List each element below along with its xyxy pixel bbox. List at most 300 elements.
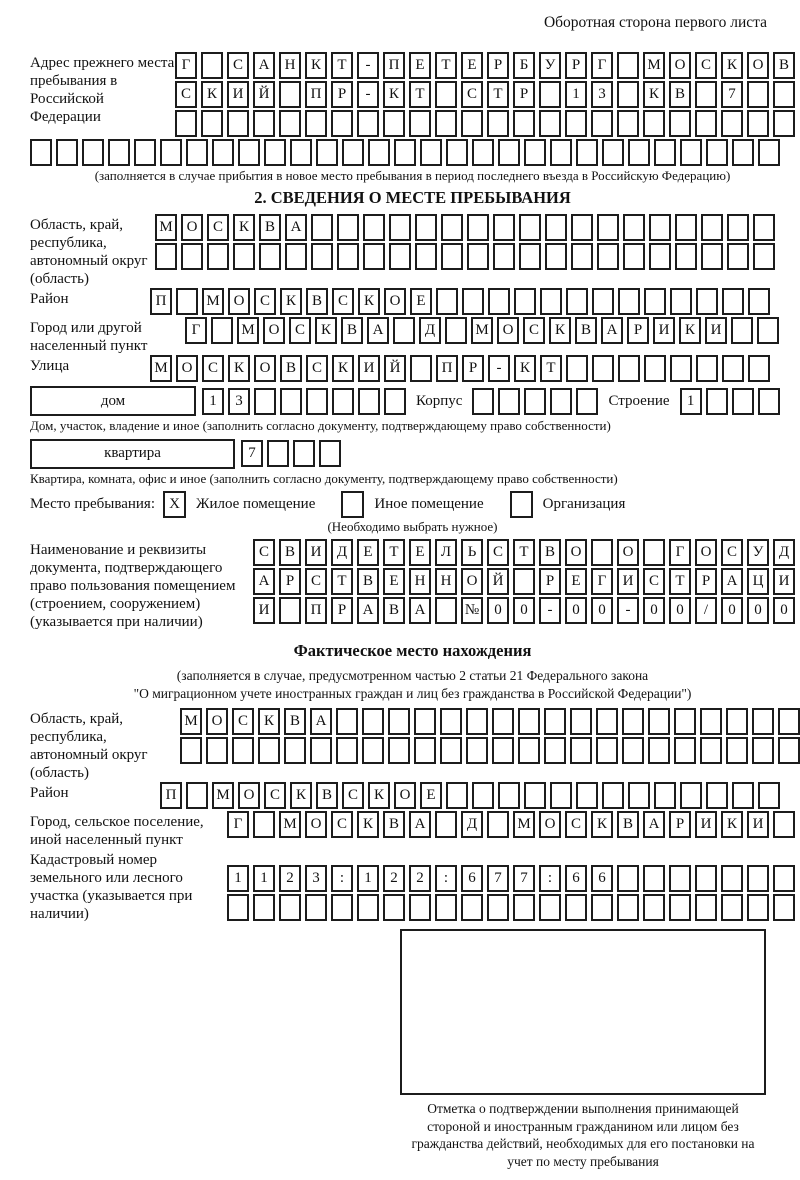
char-box[interactable] <box>617 81 639 108</box>
char-box[interactable] <box>643 894 665 921</box>
char-box[interactable]: И <box>653 317 675 344</box>
char-box[interactable] <box>670 355 692 382</box>
char-box[interactable] <box>649 214 671 241</box>
char-box[interactable] <box>753 243 775 270</box>
char-box[interactable]: О <box>617 539 639 566</box>
char-box[interactable]: В <box>279 539 301 566</box>
char-box[interactable] <box>363 243 385 270</box>
char-box[interactable]: 6 <box>565 865 587 892</box>
char-box[interactable]: А <box>721 568 743 595</box>
char-box[interactable] <box>758 139 780 166</box>
char-box[interactable] <box>670 288 692 315</box>
char-box[interactable]: И <box>253 597 275 624</box>
char-box[interactable] <box>310 737 332 764</box>
char-box[interactable]: О <box>384 288 406 315</box>
char-box[interactable]: О <box>539 811 561 838</box>
char-box[interactable] <box>591 894 613 921</box>
char-box[interactable] <box>643 110 665 137</box>
char-box[interactable] <box>747 110 769 137</box>
char-box[interactable] <box>757 317 779 344</box>
char-box[interactable] <box>695 81 717 108</box>
char-box[interactable] <box>267 440 289 467</box>
char-box[interactable]: В <box>539 539 561 566</box>
char-box[interactable] <box>550 782 572 809</box>
char-box[interactable] <box>752 708 774 735</box>
char-box[interactable]: Р <box>695 568 717 595</box>
char-box[interactable]: Т <box>331 568 353 595</box>
char-box[interactable] <box>467 243 489 270</box>
char-box[interactable] <box>259 243 281 270</box>
char-box[interactable]: С <box>721 539 743 566</box>
char-box[interactable] <box>389 214 411 241</box>
char-box[interactable] <box>571 243 593 270</box>
char-box[interactable]: 0 <box>513 597 535 624</box>
char-box[interactable] <box>415 214 437 241</box>
char-box[interactable]: 1 <box>253 865 275 892</box>
char-box[interactable] <box>773 811 795 838</box>
char-box[interactable] <box>393 317 415 344</box>
char-box[interactable] <box>706 782 728 809</box>
char-box[interactable] <box>643 865 665 892</box>
char-box[interactable] <box>389 243 411 270</box>
char-box[interactable]: С <box>643 568 665 595</box>
char-box[interactable] <box>747 894 769 921</box>
checkbox-other-premise[interactable] <box>341 491 364 518</box>
char-box[interactable] <box>696 288 718 315</box>
char-box[interactable]: О <box>497 317 519 344</box>
char-box[interactable] <box>305 894 327 921</box>
char-box[interactable]: Й <box>253 81 275 108</box>
char-box[interactable] <box>544 737 566 764</box>
char-box[interactable] <box>264 139 286 166</box>
char-box[interactable] <box>410 355 432 382</box>
char-box[interactable] <box>622 708 644 735</box>
char-box[interactable]: Д <box>331 539 353 566</box>
char-box[interactable]: 0 <box>669 597 691 624</box>
char-box[interactable]: 1 <box>680 388 702 415</box>
char-box[interactable]: 2 <box>383 865 405 892</box>
char-box[interactable] <box>617 865 639 892</box>
char-box[interactable]: А <box>253 52 275 79</box>
char-box[interactable]: Е <box>357 539 379 566</box>
char-box[interactable] <box>461 110 483 137</box>
char-box[interactable] <box>732 139 754 166</box>
char-box[interactable]: Р <box>487 52 509 79</box>
char-box[interactable] <box>519 243 541 270</box>
char-box[interactable]: В <box>383 811 405 838</box>
char-box[interactable] <box>435 894 457 921</box>
char-box[interactable] <box>388 708 410 735</box>
char-box[interactable]: М <box>202 288 224 315</box>
char-box[interactable]: А <box>285 214 307 241</box>
char-box[interactable] <box>472 139 494 166</box>
char-box[interactable] <box>336 708 358 735</box>
char-box[interactable] <box>727 243 749 270</box>
char-box[interactable] <box>461 894 483 921</box>
char-box[interactable] <box>253 811 275 838</box>
char-box[interactable] <box>539 110 561 137</box>
char-box[interactable]: Л <box>435 539 457 566</box>
char-box[interactable] <box>644 288 666 315</box>
char-box[interactable] <box>487 811 509 838</box>
char-box[interactable] <box>331 110 353 137</box>
char-box[interactable] <box>592 355 614 382</box>
char-box[interactable] <box>773 110 795 137</box>
char-box[interactable]: Т <box>409 81 431 108</box>
char-box[interactable]: К <box>201 81 223 108</box>
char-box[interactable]: О <box>181 214 203 241</box>
char-box[interactable]: Е <box>409 539 431 566</box>
char-box[interactable] <box>731 317 753 344</box>
char-box[interactable] <box>648 708 670 735</box>
char-box[interactable]: Т <box>435 52 457 79</box>
char-box[interactable]: - <box>488 355 510 382</box>
char-box[interactable] <box>233 243 255 270</box>
char-box[interactable] <box>493 214 515 241</box>
char-box[interactable]: Н <box>435 568 457 595</box>
char-box[interactable] <box>440 708 462 735</box>
char-box[interactable]: Т <box>540 355 562 382</box>
char-box[interactable]: А <box>253 568 275 595</box>
char-box[interactable]: В <box>341 317 363 344</box>
char-box[interactable] <box>721 110 743 137</box>
char-box[interactable] <box>675 214 697 241</box>
char-box[interactable] <box>721 865 743 892</box>
char-box[interactable] <box>409 894 431 921</box>
char-box[interactable]: Д <box>461 811 483 838</box>
char-box[interactable] <box>617 52 639 79</box>
char-box[interactable]: Г <box>591 52 613 79</box>
char-box[interactable] <box>155 243 177 270</box>
char-box[interactable] <box>362 737 384 764</box>
char-box[interactable]: Д <box>773 539 795 566</box>
char-box[interactable] <box>357 110 379 137</box>
char-box[interactable]: С <box>305 568 327 595</box>
char-box[interactable]: К <box>549 317 571 344</box>
char-box[interactable]: В <box>617 811 639 838</box>
char-box[interactable] <box>571 214 593 241</box>
char-box[interactable] <box>186 782 208 809</box>
char-box[interactable] <box>648 737 670 764</box>
char-box[interactable] <box>675 243 697 270</box>
char-box[interactable]: В <box>773 52 795 79</box>
char-box[interactable]: О <box>305 811 327 838</box>
char-box[interactable]: С <box>487 539 509 566</box>
char-box[interactable] <box>176 288 198 315</box>
char-box[interactable] <box>680 782 702 809</box>
char-box[interactable]: К <box>679 317 701 344</box>
char-box[interactable]: Н <box>409 568 431 595</box>
char-box[interactable]: 7 <box>487 865 509 892</box>
char-box[interactable] <box>576 388 598 415</box>
char-box[interactable]: Ц <box>747 568 769 595</box>
char-box[interactable]: В <box>284 708 306 735</box>
char-box[interactable]: К <box>258 708 280 735</box>
char-box[interactable]: : <box>435 865 457 892</box>
char-box[interactable]: К <box>368 782 390 809</box>
char-box[interactable] <box>82 139 104 166</box>
char-box[interactable] <box>700 737 722 764</box>
char-box[interactable]: Т <box>487 81 509 108</box>
char-box[interactable] <box>654 782 676 809</box>
char-box[interactable]: К <box>280 288 302 315</box>
char-box[interactable]: 1 <box>565 81 587 108</box>
char-box[interactable]: И <box>705 317 727 344</box>
char-box[interactable]: Й <box>487 568 509 595</box>
char-box[interactable] <box>279 894 301 921</box>
char-box[interactable] <box>628 139 650 166</box>
char-box[interactable]: С <box>695 52 717 79</box>
char-box[interactable] <box>669 865 691 892</box>
char-box[interactable]: С <box>232 708 254 735</box>
char-box[interactable] <box>545 214 567 241</box>
char-box[interactable] <box>227 110 249 137</box>
char-box[interactable] <box>319 440 341 467</box>
char-box[interactable]: М <box>279 811 301 838</box>
char-box[interactable]: Б <box>513 52 535 79</box>
char-box[interactable] <box>727 214 749 241</box>
char-box[interactable] <box>773 81 795 108</box>
char-box[interactable] <box>305 110 327 137</box>
char-box[interactable] <box>544 708 566 735</box>
char-box[interactable]: Р <box>513 81 535 108</box>
char-box[interactable] <box>701 243 723 270</box>
char-box[interactable] <box>181 243 203 270</box>
char-box[interactable]: У <box>539 52 561 79</box>
char-box[interactable]: И <box>227 81 249 108</box>
char-box[interactable]: О <box>669 52 691 79</box>
char-box[interactable] <box>597 214 619 241</box>
char-box[interactable]: К <box>591 811 613 838</box>
char-box[interactable]: - <box>617 597 639 624</box>
char-box[interactable] <box>445 317 467 344</box>
char-box[interactable] <box>545 243 567 270</box>
char-box[interactable] <box>284 737 306 764</box>
char-box[interactable]: - <box>357 81 379 108</box>
char-box[interactable]: С <box>289 317 311 344</box>
char-box[interactable] <box>643 539 665 566</box>
char-box[interactable]: К <box>290 782 312 809</box>
char-box[interactable] <box>628 782 650 809</box>
char-box[interactable]: И <box>305 539 327 566</box>
char-box[interactable]: Г <box>175 52 197 79</box>
char-box[interactable]: И <box>617 568 639 595</box>
char-box[interactable] <box>696 355 718 382</box>
char-box[interactable] <box>362 708 384 735</box>
char-box[interactable]: И <box>358 355 380 382</box>
char-box[interactable] <box>773 894 795 921</box>
char-box[interactable] <box>493 243 515 270</box>
char-box[interactable] <box>232 737 254 764</box>
char-box[interactable] <box>747 81 769 108</box>
char-box[interactable] <box>279 81 301 108</box>
char-box[interactable]: С <box>253 539 275 566</box>
char-box[interactable] <box>622 737 644 764</box>
char-box[interactable] <box>462 288 484 315</box>
char-box[interactable] <box>253 110 275 137</box>
char-box[interactable]: 2 <box>409 865 431 892</box>
char-box[interactable]: П <box>383 52 405 79</box>
char-box[interactable]: Г <box>185 317 207 344</box>
char-box[interactable] <box>674 708 696 735</box>
char-box[interactable] <box>700 708 722 735</box>
checkbox-residential[interactable]: X <box>163 491 186 518</box>
char-box[interactable]: О <box>228 288 250 315</box>
char-box[interactable]: П <box>436 355 458 382</box>
char-box[interactable]: В <box>280 355 302 382</box>
char-box[interactable]: 0 <box>591 597 613 624</box>
char-box[interactable] <box>211 317 233 344</box>
char-box[interactable] <box>570 737 592 764</box>
char-box[interactable] <box>654 139 676 166</box>
char-box[interactable]: Т <box>669 568 691 595</box>
char-box[interactable]: Е <box>383 568 405 595</box>
char-box[interactable]: П <box>150 288 172 315</box>
checkbox-organization[interactable] <box>510 491 533 518</box>
char-box[interactable]: 7 <box>241 440 263 467</box>
char-box[interactable]: С <box>264 782 286 809</box>
char-box[interactable] <box>446 782 468 809</box>
char-box[interactable] <box>487 110 509 137</box>
char-box[interactable]: В <box>306 288 328 315</box>
char-box[interactable] <box>290 139 312 166</box>
char-box[interactable]: Т <box>331 52 353 79</box>
char-box[interactable] <box>550 139 572 166</box>
char-box[interactable]: У <box>747 539 769 566</box>
char-box[interactable]: 0 <box>565 597 587 624</box>
char-box[interactable]: С <box>461 81 483 108</box>
char-box[interactable] <box>591 110 613 137</box>
char-box[interactable]: М <box>471 317 493 344</box>
char-box[interactable] <box>539 894 561 921</box>
char-box[interactable] <box>722 355 744 382</box>
char-box[interactable] <box>279 597 301 624</box>
char-box[interactable] <box>363 214 385 241</box>
char-box[interactable] <box>758 388 780 415</box>
char-box[interactable]: 0 <box>487 597 509 624</box>
char-box[interactable]: О <box>238 782 260 809</box>
char-box[interactable]: О <box>695 539 717 566</box>
char-box[interactable]: К <box>643 81 665 108</box>
char-box[interactable]: Н <box>279 52 301 79</box>
char-box[interactable]: Г <box>669 539 691 566</box>
char-box[interactable] <box>466 737 488 764</box>
char-box[interactable]: С <box>331 811 353 838</box>
char-box[interactable] <box>644 355 666 382</box>
char-box[interactable] <box>695 894 717 921</box>
char-box[interactable]: Р <box>331 81 353 108</box>
char-box[interactable]: М <box>237 317 259 344</box>
char-box[interactable]: М <box>180 708 202 735</box>
char-box[interactable]: Р <box>462 355 484 382</box>
char-box[interactable]: Т <box>513 539 535 566</box>
char-box[interactable] <box>498 782 520 809</box>
char-box[interactable]: Г <box>227 811 249 838</box>
char-box[interactable]: К <box>721 52 743 79</box>
char-box[interactable] <box>513 110 535 137</box>
char-box[interactable]: Е <box>461 52 483 79</box>
char-box[interactable]: : <box>539 865 561 892</box>
char-box[interactable] <box>747 865 769 892</box>
char-box[interactable]: Е <box>420 782 442 809</box>
char-box[interactable] <box>160 139 182 166</box>
char-box[interactable]: 6 <box>461 865 483 892</box>
char-box[interactable]: И <box>773 568 795 595</box>
char-box[interactable] <box>384 388 406 415</box>
char-box[interactable] <box>441 243 463 270</box>
char-box[interactable]: К <box>315 317 337 344</box>
char-box[interactable] <box>748 355 770 382</box>
char-box[interactable] <box>331 894 353 921</box>
char-box[interactable]: К <box>228 355 250 382</box>
char-box[interactable] <box>550 388 572 415</box>
char-box[interactable]: В <box>316 782 338 809</box>
char-box[interactable] <box>383 894 405 921</box>
char-box[interactable] <box>701 214 723 241</box>
char-box[interactable]: М <box>513 811 535 838</box>
char-box[interactable] <box>467 214 489 241</box>
char-box[interactable] <box>415 243 437 270</box>
char-box[interactable] <box>238 139 260 166</box>
char-box[interactable] <box>175 110 197 137</box>
char-box[interactable] <box>498 388 520 415</box>
char-box[interactable]: О <box>263 317 285 344</box>
char-box[interactable] <box>623 243 645 270</box>
char-box[interactable] <box>602 139 624 166</box>
char-box[interactable] <box>186 139 208 166</box>
char-box[interactable] <box>726 737 748 764</box>
char-box[interactable] <box>513 568 535 595</box>
char-box[interactable]: 1 <box>227 865 249 892</box>
char-box[interactable] <box>435 597 457 624</box>
char-box[interactable]: 0 <box>773 597 795 624</box>
char-box[interactable] <box>576 782 598 809</box>
char-box[interactable] <box>492 708 514 735</box>
char-box[interactable] <box>435 81 457 108</box>
char-box[interactable] <box>669 894 691 921</box>
char-box[interactable] <box>134 139 156 166</box>
char-box[interactable] <box>773 865 795 892</box>
char-box[interactable]: О <box>176 355 198 382</box>
char-box[interactable]: С <box>175 81 197 108</box>
char-box[interactable] <box>726 708 748 735</box>
char-box[interactable]: М <box>212 782 234 809</box>
char-box[interactable] <box>254 388 276 415</box>
char-box[interactable] <box>258 737 280 764</box>
char-box[interactable]: С <box>254 288 276 315</box>
char-box[interactable] <box>778 737 800 764</box>
char-box[interactable] <box>602 782 624 809</box>
char-box[interactable] <box>108 139 130 166</box>
char-box[interactable]: В <box>383 597 405 624</box>
char-box[interactable] <box>565 110 587 137</box>
char-box[interactable] <box>472 782 494 809</box>
char-box[interactable] <box>695 865 717 892</box>
char-box[interactable] <box>674 737 696 764</box>
char-box[interactable] <box>409 110 431 137</box>
char-box[interactable]: П <box>305 81 327 108</box>
char-box[interactable]: А <box>409 597 431 624</box>
char-box[interactable] <box>332 388 354 415</box>
char-box[interactable] <box>566 288 588 315</box>
char-box[interactable]: А <box>310 708 332 735</box>
char-box[interactable] <box>336 737 358 764</box>
char-box[interactable] <box>617 110 639 137</box>
char-box[interactable] <box>597 243 619 270</box>
char-box[interactable]: С <box>342 782 364 809</box>
char-box[interactable]: К <box>332 355 354 382</box>
char-box[interactable] <box>30 139 52 166</box>
